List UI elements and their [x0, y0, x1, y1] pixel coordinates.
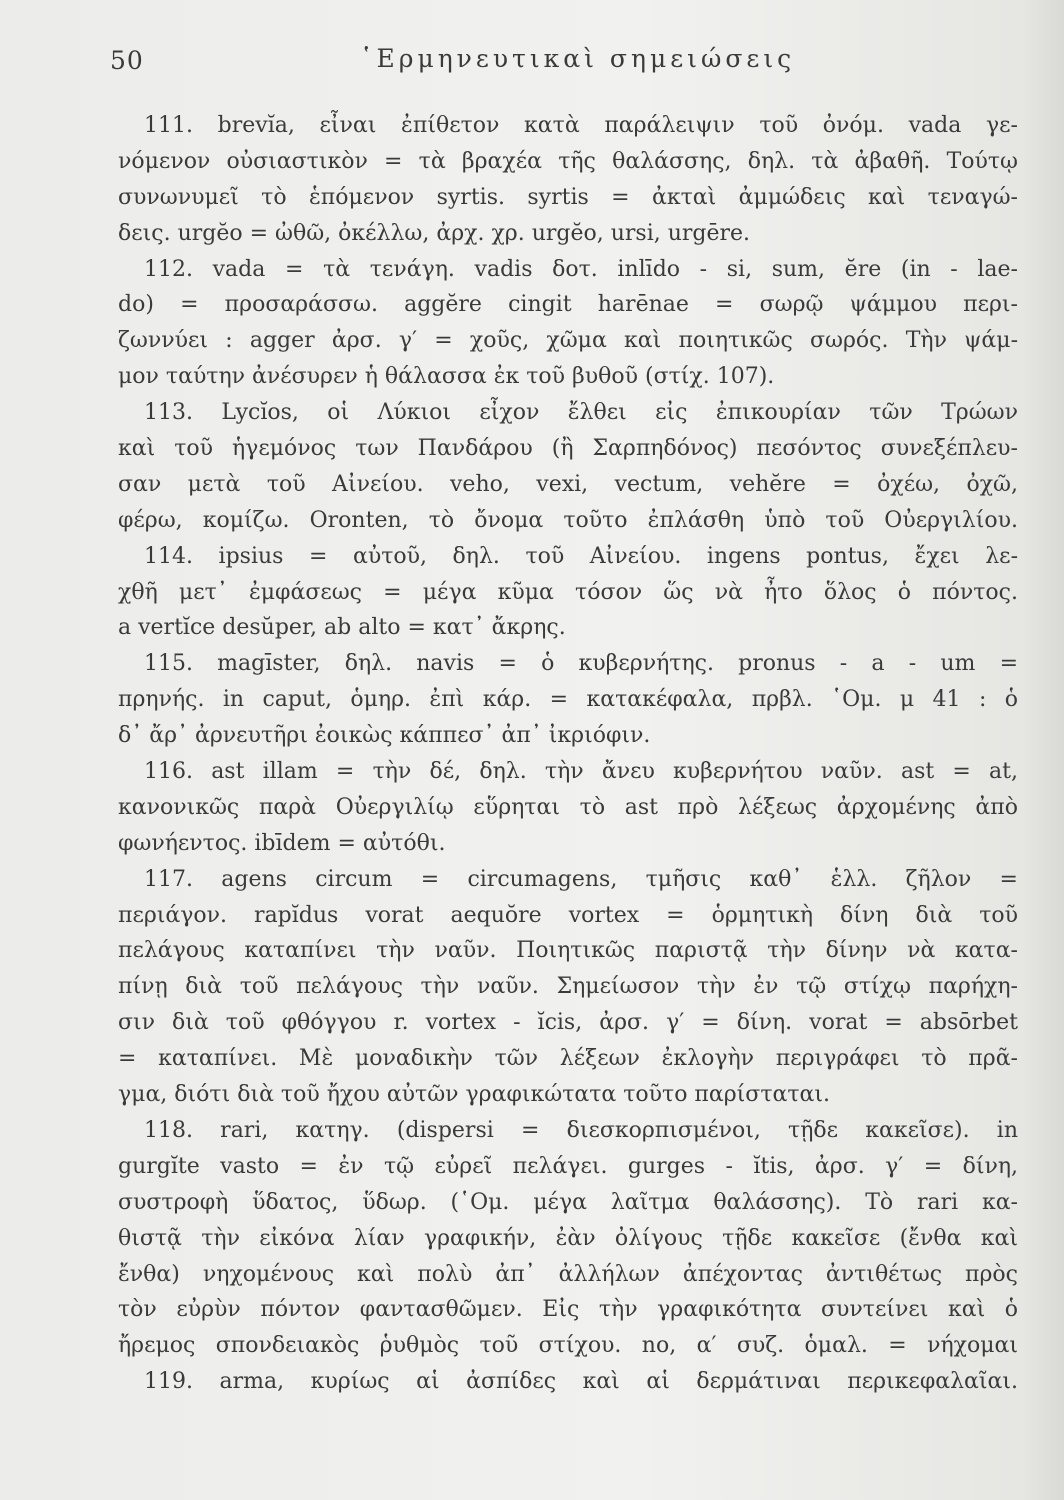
text-line: νόμενον οὐσιαστικὸν = τὰ βραχέα τῆς θαλάσσης, δηλ. τὰ ἀβαθῆ. Τούτῳ	[118, 148, 1018, 174]
page-header	[110, 38, 970, 82]
text-line: = καταπίνει. Μὲ μοναδικὴν τῶν λέξεων ἐκλογὴν περιγράφει τὸ πρᾶ-	[118, 1046, 1018, 1072]
text-line: χθῆ μετ᾿ ἐμφάσεως = μέγα κῦμα τόσον ὥς νὰ ἦτο ὅλος ὁ πόντος.	[118, 579, 1018, 605]
running-title: ῾Ερμηνευτικαὶ σημειώσεις	[360, 44, 796, 73]
text-line: πίνῃ διὰ τοῦ πελάγους τὴν ναῦν. Σημείωσον τὴν ἐν τῷ στίχῳ παρήχη-	[118, 974, 1018, 1000]
text-line: δεις. urgĕo = ὠθῶ, ὀκέλλω, ἀρχ. χρ. urgĕo, ursi, urgēre.	[118, 220, 751, 246]
text-line: θιστᾷ τὴν εἰκόνα λίαν γραφικήν, ἐὰν ὀλίγους τῇδε κακεῖσε (ἔνθα καὶ	[118, 1225, 1018, 1251]
text-line: a vertĭce desŭper, ab alto = κατ᾿ ἄκρης.	[118, 615, 566, 641]
text-line: 115. magīster, δηλ. navis = ὁ κυβερνήτης. pronus - a - um =	[144, 651, 1018, 677]
text-line: σαν μετὰ τοῦ Αἰνείου. veho, vexi, vectum, vehĕre = ὀχέω, ὀχῶ,	[118, 471, 1018, 497]
text-line: 114. ipsius = αὐτοῦ, δηλ. τοῦ Αἰνείου. ingens pontus, ἔχει λε-	[144, 543, 1018, 569]
text-line: καὶ τοῦ ἡγεμόνος των Πανδάρου (ἢ Σαρπηδόνος) πεσόντος συνεξέπλευ-	[118, 436, 1018, 462]
text-line: 112. vada = τὰ τενάγη. vadis δοτ. inlīdo - si, sum, ĕre (in - lae-	[144, 256, 1018, 282]
text-line: γμα, διότι διὰ τοῦ ἤχου αὐτῶν γραφικώτατα τοῦτο παρίσταται.	[118, 1082, 831, 1108]
text-line: συνωνυμεῖ τὸ ἑπόμενον syrtis. syrtis = ἀκταὶ ἀμμώδεις καὶ τεναγώ-	[118, 184, 1018, 210]
page-number: 50	[110, 46, 144, 75]
text-line: ἔνθα) νηχομένους καὶ πολὺ ἀπ᾿ ἀλλήλων ἀπέχοντας ἀντιθέτως πρὸς	[118, 1261, 1018, 1287]
text-line: 118. rari, κατηγ. (dispersi = διεσκορπισμένοι, τῇδε κακεῖσε). in	[144, 1117, 1018, 1143]
text-line: μον ταύτην ἀνέσυρεν ἡ θάλασσα ἐκ τοῦ βυθοῦ (στίχ. 107).	[118, 364, 775, 390]
text-line: 117. agens circum = circumagens, τμῆσις καθ᾿ ἑλλ. ζῆλον =	[144, 866, 1018, 892]
text-line: τὸν εὐρὺν πόντον φαντασθῶμεν. Εἰς τὴν γραφικότητα συντείνει καὶ ὁ	[118, 1297, 1018, 1323]
text-line: 116. ast illam = τὴν δέ, δηλ. τὴν ἄνευ κυβερνήτου ναῦν. ast = at,	[144, 759, 1018, 785]
text-line: 119. arma, κυρίως αἱ ἀσπίδες καὶ αἱ δερμάτιναι περικεφαλαῖαι.	[144, 1369, 1018, 1395]
text-line: φέρω, κομίζω. Oronten, τὸ ὄνομα τοῦτο ἐπλάσθη ὑπὸ τοῦ Οὐεργιλίου.	[118, 507, 1018, 533]
text-line: do) = προσαράσσω. aggĕre cingit harēnae = σωρῷ ψάμμου περι-	[118, 292, 1018, 318]
text-line: 113. Lycĭos, οἱ Λύκιοι εἶχον ἔλθει εἰς ἐπικουρίαν τῶν Τρώων	[144, 400, 1018, 426]
text-line: ζωννύει : agger ἀρσ. γ′ = χοῦς, χῶμα καὶ ποιητικῶς σωρός. Τὴν ψάμ-	[118, 328, 1018, 354]
text-line: ἤρεμος σπονδειακὸς ῥυθμὸς τοῦ στίχου. no, α′ συζ. ὁμαλ. = νήχομαι	[118, 1333, 1018, 1359]
text-line: πελάγους καταπίνει τὴν ναῦν. Ποιητικῶς παριστᾷ τὴν δίνην νὰ κατα-	[118, 938, 1018, 964]
text-line: φωνήεντος. ibīdem = αὐτόθι.	[118, 830, 446, 856]
text-line: δ᾿ ἄρ᾿ ἀρνευτῆρι ἐοικὼς κάππεσ᾿ ἀπ᾿ ἰκριόφιν.	[118, 723, 651, 749]
text-line: συστροφὴ ὕδατος, ὕδωρ. (῾Ομ. μέγα λαῖτμα θαλάσσης). Τὸ rari κα-	[118, 1189, 1018, 1215]
text-line: gurgĭte vasto = ἐν τῷ εὐρεῖ πελάγει. gurges - ĭtis, ἀρσ. γ′ = δίνη,	[118, 1153, 1018, 1179]
text-line: περιάγον. rapĭdus vorat aequŏre vortex = ὁρμητικὴ δίνη διὰ τοῦ	[118, 902, 1018, 928]
commentary-text	[118, 108, 1018, 1400]
text-line: πρηνής. in caput, ὁμηρ. ἐπὶ κάρ. = κατακέφαλα, πρβλ. ῾Ομ. μ 41 : ὁ	[118, 687, 1018, 713]
text-line: σιν διὰ τοῦ φθόγγου r. vortex - ĭcis, ἀρσ. γ′ = δίνη. vorat = absōrbet	[118, 1010, 1018, 1036]
text-line: 111. brevĭa, εἶναι ἐπίθετον κατὰ παράλειψιν τοῦ ὀνόμ. vada γε-	[144, 113, 1018, 138]
text-line: κανονικῶς παρὰ Οὐεργιλίῳ εὕρηται τὸ ast πρὸ λέξεως ἀρχομένης ἀπὸ	[118, 794, 1018, 820]
